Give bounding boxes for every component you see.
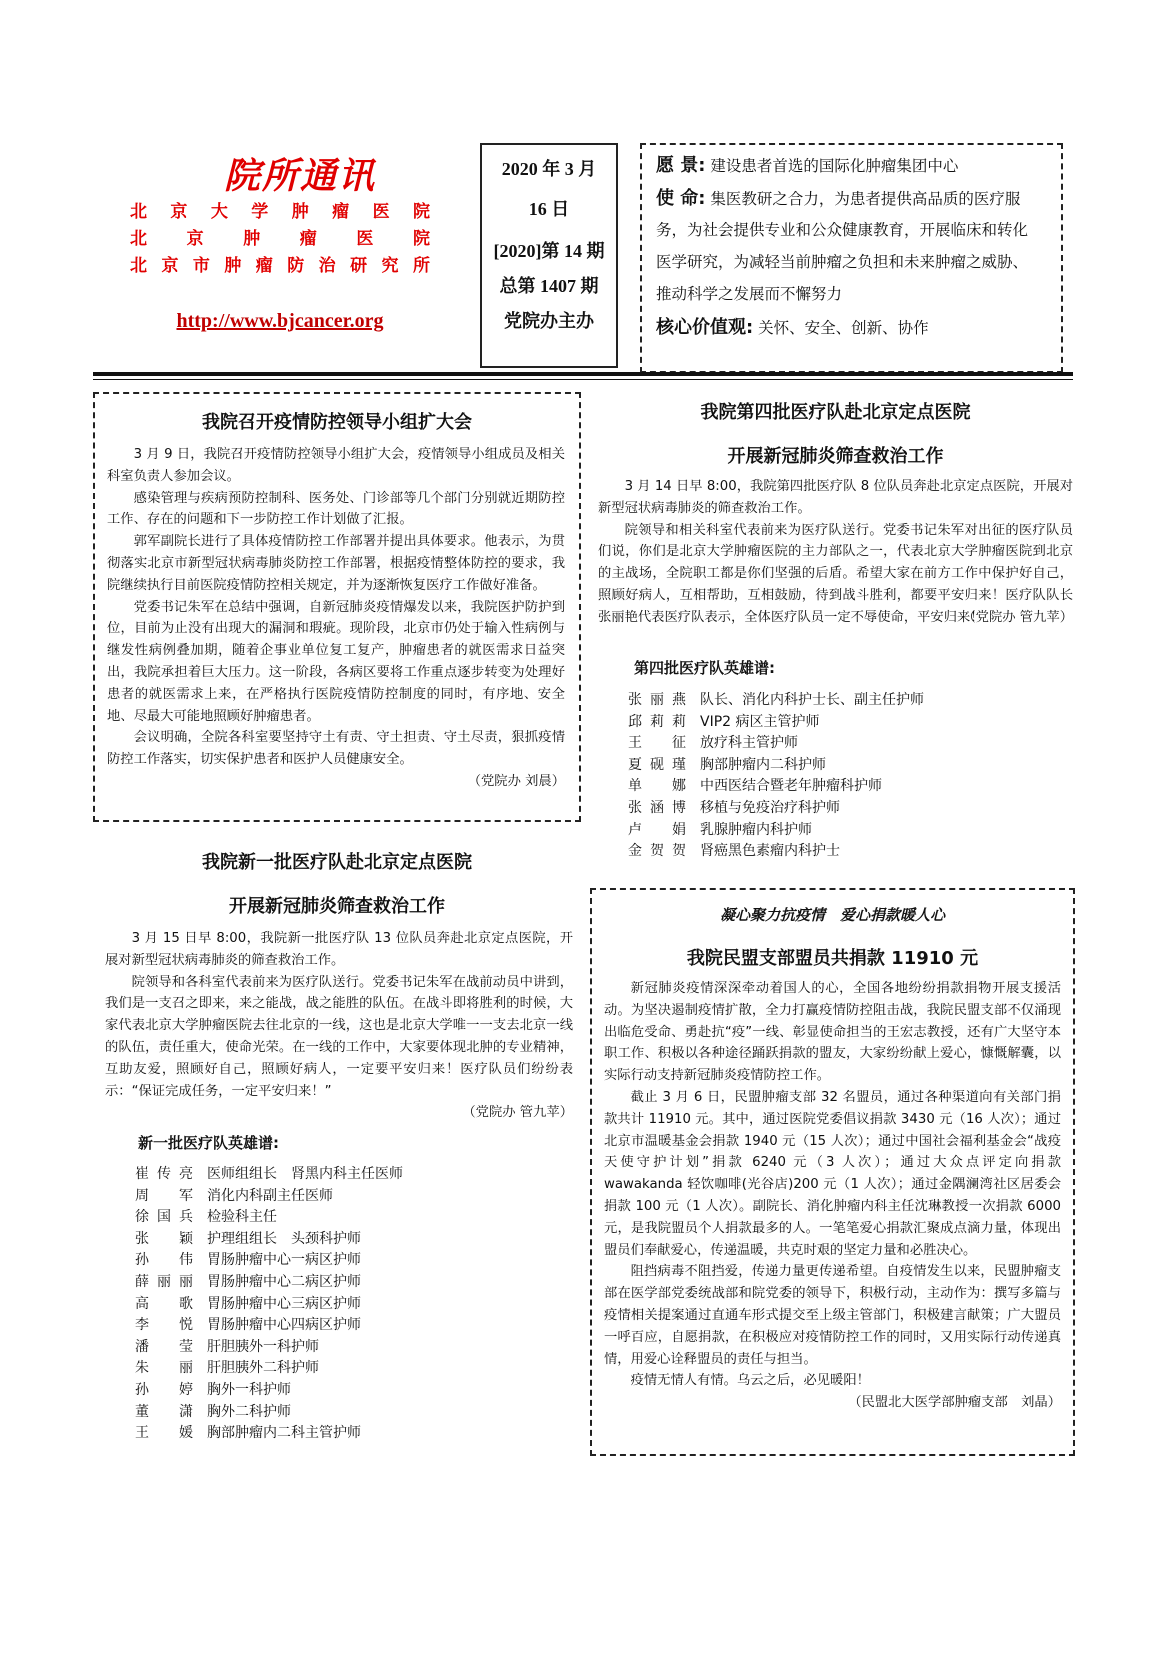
member-role: 胃肠肿瘤中心一病区护师 xyxy=(207,1252,361,1269)
article-title: 开展新冠肺炎筛查救治工作 xyxy=(229,896,445,917)
mission-line: 集医教研之合力，为患者提供高品质的医疗服 xyxy=(710,190,1021,208)
roster-row xyxy=(135,1250,403,1272)
website-link[interactable]: http://www.bjcancer.org xyxy=(176,310,384,332)
member-name: 邱莉莉 xyxy=(628,713,686,730)
paragraph: 党委书记朱军在总结中强调，自新冠肺炎疫情爆发以来，我院医护防护到位，目前为止没有出现大的漏洞和瑕疵。现阶段，北京市仍处于输入性病例与继发性病例叠加期，随着企事业单位复工复产，肿瘤患者的就医需求日益突出，我院承担着巨大压力。这一阶段，各病区要将工作重点逐步转变为处理好患者的就医需求上来，在严格执行医院疫情防控制度的同时，有序地、安全地、尽最大可能地照顾好肿瘤患者。 xyxy=(107,599,565,724)
masthead-rule xyxy=(93,372,1073,376)
roster-row xyxy=(135,1294,403,1316)
issue-day: 16 日 xyxy=(528,199,570,219)
mission-line: 推动科学之发展而不懈努力 xyxy=(656,285,843,303)
member-name: 单娜 xyxy=(628,778,686,795)
roster-row xyxy=(628,733,924,755)
vision-label: 愿 景: xyxy=(656,155,706,176)
issue-total-number: 总第 1407 期 xyxy=(499,276,599,296)
org-name-institute: 北京市肿瘤防治研究所 xyxy=(130,256,430,276)
member-name: 李悦 xyxy=(135,1317,193,1334)
article-title: 我院召开疫情防控领导小组扩大会 xyxy=(202,412,472,433)
paragraph: 院领导和各科室代表前来为医疗队送行。党委书记朱军在战前动员中讲到，我们是一支召之即来，来之能战，战之能胜的队伍。在战斗即将胜利的时候，大家代表北京大学肿瘤医院去往北京的一线，这也是北京大学唯一一支去北京一线的队伍，责任重大，使命光荣。在一线的工作中，大家要体现北肿的专业精神，互助友爱，照顾好自己，照顾好病人，一定要平安归来！医疗队员们纷纷表示：“保证完成任务，一定平安归来！” xyxy=(105,974,573,1099)
member-role: 中西医结合暨老年肿瘤科护师 xyxy=(700,778,882,795)
roster-row xyxy=(135,1337,403,1359)
mission-line: 医学研究，为减轻当前肿瘤之负担和未来肿瘤之威胁、 xyxy=(656,253,1029,271)
roster-row xyxy=(628,798,924,820)
member-name: 董潇 xyxy=(135,1403,193,1420)
member-role: 胸外一科护师 xyxy=(207,1381,291,1398)
member-role: 放疗科主管护师 xyxy=(700,735,798,752)
article-meeting xyxy=(93,392,581,822)
values-text: 关怀、安全、创新、协作 xyxy=(758,319,929,337)
article-signature: （党院办 管九苹） xyxy=(462,1105,573,1121)
roster-row xyxy=(628,820,924,842)
member-role: 护理组组长 头颈科护师 xyxy=(207,1230,361,1247)
paragraph: 3 月 14 日早 8:00，我院第四批医疗队 8 位队员奔赴北京定点医院，开展对新型冠状病毒肺炎的筛查救治工作。 xyxy=(598,479,1073,516)
member-role: 移植与免疫治疗科护师 xyxy=(700,799,840,816)
member-role: 胸部肿瘤内二科护师 xyxy=(700,756,826,773)
issue-sponsor: 党院办主办 xyxy=(504,311,594,331)
member-role: 消化内科副主任医师 xyxy=(207,1187,333,1204)
roster-row xyxy=(135,1315,403,1337)
member-name: 孙伟 xyxy=(135,1252,193,1269)
article-title: 我院民盟支部盟员共捐款 11910 元 xyxy=(686,948,979,969)
member-name: 高歌 xyxy=(135,1295,193,1312)
roster-row xyxy=(135,1380,403,1402)
member-role: 医师组组长 肾黑内科主任医师 xyxy=(207,1166,403,1182)
roster-row xyxy=(135,1207,403,1229)
article-title: 我院第四批医疗队赴北京定点医院 xyxy=(700,402,971,423)
article-donation xyxy=(590,888,1075,1456)
member-name: 张颖 xyxy=(135,1230,193,1247)
values-row xyxy=(656,311,1049,345)
member-name: 张涵博 xyxy=(628,799,686,816)
member-role: 胸外二科护师 xyxy=(207,1403,291,1420)
article-body xyxy=(598,476,1073,629)
mission-row xyxy=(656,182,1049,216)
member-name: 夏砚瑾 xyxy=(628,756,686,773)
roster-row xyxy=(628,690,924,712)
roster-row xyxy=(135,1272,403,1294)
member-role: 肝胆胰外二科护师 xyxy=(207,1360,319,1377)
article-signature: （党院办 管九苹） xyxy=(962,609,1073,625)
masthead-title: 院所通讯 xyxy=(223,155,376,197)
mission-label: 使 命: xyxy=(656,188,706,209)
issue-year-month: 2020 年 3 月 xyxy=(501,159,597,179)
roster-title: 新一批医疗队英雄谱: xyxy=(138,1134,279,1152)
article-signature: （民盟北大医学部肿瘤支部 刘晶） xyxy=(848,1395,1061,1411)
roster-list xyxy=(628,690,924,863)
issue-number: [2020]第 14 期 xyxy=(493,241,605,261)
member-name: 潘莹 xyxy=(135,1338,193,1355)
roster-row xyxy=(628,841,924,863)
member-role: 胃肠肿瘤中心二病区护师 xyxy=(207,1273,361,1290)
paragraph: 新冠肺炎疫情深深牵动着国人的心，全国各地纷纷捐款捐物开展支援活动。为坚决遏制疫情扩散，全力打赢疫情防控阻击战，我院民盟支部不仅涌现出临危受命、勇赴抗“疫”一线、彰显使命担当的王宏志教授，还有广大坚守本职工作、积极以各种途径踊跃捐款的盟友，大家纷纷献上爱心，慷慨解囊，以实际行动支持新冠肺炎疫情防控工作。 xyxy=(604,981,1061,1084)
paragraph: 疫情无情人有情。乌云之后，必见暖阳！ xyxy=(630,1373,870,1389)
member-name: 崔传亮 xyxy=(135,1166,193,1182)
article-body xyxy=(604,978,1061,1414)
member-role: 队长、消化内科护士长、副主任护师 xyxy=(700,692,924,708)
member-role: 胃肠肿瘤中心四病区护师 xyxy=(207,1317,361,1334)
org-name-bj: 北京肿瘤医院 xyxy=(130,229,430,249)
article-signature: （党院办 刘晨） xyxy=(467,773,565,789)
org-name-pku: 北京大学肿瘤医院 xyxy=(130,202,430,222)
values-label: 核心价值观: xyxy=(656,317,754,338)
mission-box xyxy=(640,143,1063,373)
member-name: 卢娟 xyxy=(628,821,686,838)
paragraph: 阻挡病毒不阻挡爱，传递力量更传递希望。自疫情发生以来，民盟肿瘤支部在医学部党委统战部和院党委的领导下，积极行动，主动作为：撰写多篇与疫情相关提案通过直通车形式提交至上级主管部门，积极建言献策；广大盟员一呼百应，自愿捐款，在积极应对疫情防控工作的同时，又用实际行动传递真情，用爱心诠释盟员的责任与担当。 xyxy=(604,1264,1061,1367)
roster-title: 第四批医疗队英雄谱: xyxy=(634,659,775,677)
paragraph: 会议明确，全院各科室要坚持守土有责、守土担责、守土尽责，狠抓疫情防控工作落实，切实保护患者和医护人员健康安全。 xyxy=(107,730,565,768)
masthead-rule-thin xyxy=(93,379,1073,380)
member-role: 乳腺肿瘤内科护师 xyxy=(700,821,812,838)
paragraph: 截止 3 月 6 日，民盟肿瘤支部 32 名盟员，通过各种渠道向有关部门捐款共计 11910 元。其中，通过医院党委倡议捐款 3430 元（16 人次）；通过北京市温暖基金会捐款 1940 元（15 人次）；通过中国社会福利基金会“战疫天使守护计划”捐款 6240 元（3 人次）；通过大众点评定向捐款 wawakanda 轻饮咖啡(光谷店)200 元（1 人次）；通过金隅澜湾社区居委会捐款 100 元（1 人次）。副院长、消化肿瘤内科主任沈琳教授一次捐款 6000 元，是我院盟员个人捐款最多的人。一笔笔爱心捐款汇聚成点滴力量，体现出盟员们奉献爱心，传递温暖，共克时艰的坚定力量和必胜决心。 xyxy=(604,1089,1061,1258)
member-name: 金贺贺 xyxy=(628,843,686,860)
roster-row xyxy=(135,1402,403,1424)
member-name: 王征 xyxy=(628,735,686,752)
member-name: 孙婷 xyxy=(135,1381,193,1398)
article-slogan: 凝心聚力抗疫情 爱心捐款暖人心 xyxy=(719,906,945,924)
article-body xyxy=(107,444,565,793)
paragraph: 3 月 15 日早 8:00，我院新一批医疗队 13 位队员奔赴北京定点医院，开展对新型冠状病毒肺炎的筛查救治工作。 xyxy=(105,931,573,968)
article-title: 开展新冠肺炎筛查救治工作 xyxy=(727,446,944,467)
article-body xyxy=(105,928,573,1124)
roster-row xyxy=(135,1423,403,1445)
member-role: 检验科主任 xyxy=(207,1209,277,1226)
roster-row xyxy=(135,1358,403,1380)
vision-row xyxy=(656,149,1049,183)
issue-info-box xyxy=(480,143,618,368)
roster-row xyxy=(135,1164,403,1186)
member-name: 朱丽 xyxy=(135,1360,193,1377)
roster-row xyxy=(628,712,924,734)
roster-list xyxy=(135,1164,403,1445)
roster-row xyxy=(628,755,924,777)
member-name: 薛丽丽 xyxy=(135,1273,193,1290)
member-role: 肾癌黑色素瘤内科护士 xyxy=(700,843,840,860)
paragraph: 郭军副院长进行了具体疫情防控工作部署并提出具体要求。他表示，为贯彻落实北京市新型冠状病毒肺炎防控工作部署，根据疫情整体防控的要求，我院继续执行目前医院疫情防控相关规定，并为逐渐恢复医疗工作做好准备。 xyxy=(107,534,565,593)
roster-row xyxy=(135,1229,403,1251)
member-role: VIP2 病区主管护师 xyxy=(700,713,820,730)
member-name: 张丽燕 xyxy=(628,692,686,708)
member-role: 胸部肿瘤内二科主管护师 xyxy=(207,1425,361,1442)
member-name: 周军 xyxy=(135,1187,193,1204)
member-role: 肝胆胰外一科护师 xyxy=(207,1338,319,1355)
mission-line: 务，为社会提供专业和公众健康教育，开展临床和转化 xyxy=(656,221,1029,239)
paragraph: 感染管理与疾病预防控制科、医务处、门诊部等几个部门分别就近期防控工作、存在的问题和下一步防控工作计划做了汇报。 xyxy=(107,490,565,528)
vision-text: 建设患者首选的国际化肿瘤集团中心 xyxy=(710,157,959,175)
member-name: 徐国兵 xyxy=(135,1209,193,1226)
article-title: 我院新一批医疗队赴北京定点医院 xyxy=(202,852,472,873)
paragraph: 3 月 9 日，我院召开疫情防控领导小组扩大会，疫情领导小组成员及相关科室负责人参加会议。 xyxy=(107,447,565,484)
roster-row xyxy=(135,1186,403,1208)
roster-row xyxy=(628,776,924,798)
member-role: 胃肠肿瘤中心三病区护师 xyxy=(207,1295,361,1312)
paragraph: 院领导和相关科室代表前来为医疗队送行。党委书记朱军对出征的医疗队员们说，你们是北京大学肿瘤医院的主力部队之一，代表北京大学肿瘤医院到北京的主战场，全院职工都是你们坚强的后盾。希望大家在前方工作中保护好自己，照顾好病人，互相帮助，互相鼓励，待到战斗胜利，都要平安归来！医疗队队长张丽艳代表医疗队表示，全体医疗队员一定不辱使命，平安归来！ xyxy=(598,522,1073,625)
member-name: 王媛 xyxy=(135,1425,193,1442)
